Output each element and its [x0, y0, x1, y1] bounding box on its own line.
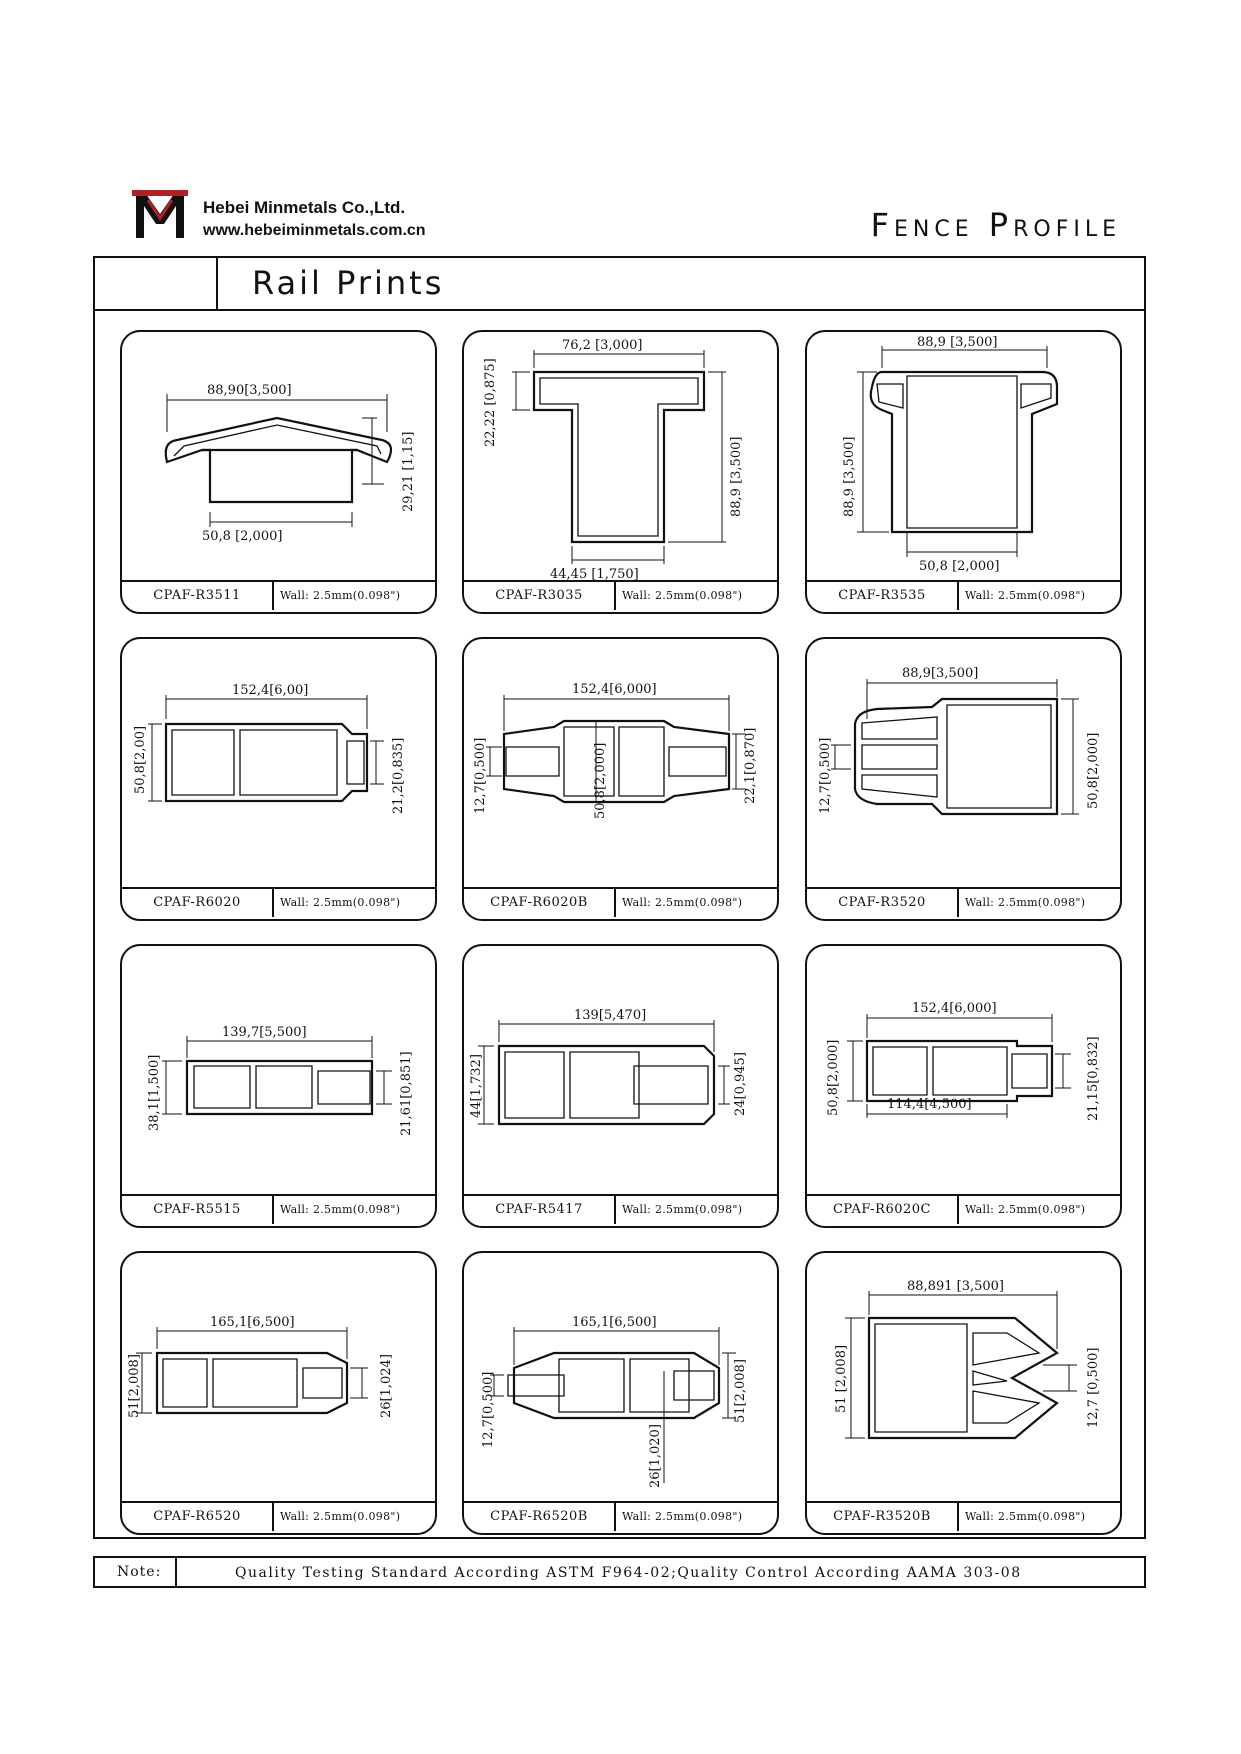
- dim-label: 12,7[0,500]: [481, 1371, 496, 1448]
- dim-label: 165,1[6,500]: [210, 1315, 295, 1330]
- dim-label: 165,1[6,500]: [572, 1315, 657, 1330]
- caption-divider: [957, 582, 959, 610]
- profile-card-r6020c: [805, 944, 1122, 1228]
- wall-thickness: Wall: 2.5mm(0.098"): [622, 1510, 743, 1523]
- wall-thickness: Wall: 2.5mm(0.098"): [965, 589, 1086, 602]
- profile-code: CPAF-R6020: [153, 895, 241, 910]
- dim-label: 152,4[6,000]: [912, 1001, 997, 1016]
- profile-drawing-r3535: [807, 332, 1120, 582]
- profile-code: CPAF-R6020B: [490, 895, 588, 910]
- dim-label: 50,8[2,00]: [133, 725, 148, 794]
- dim-label: 88,9 [3,500]: [917, 335, 998, 350]
- profile-drawing-r3520: [807, 639, 1120, 889]
- caption-divider: [957, 1503, 959, 1531]
- profile-code: CPAF-R3035: [495, 588, 583, 603]
- profile-card-r5515: [120, 944, 437, 1228]
- wall-thickness: Wall: 2.5mm(0.098"): [280, 1203, 401, 1216]
- profile-drawing-r6020c: [807, 946, 1120, 1196]
- caption-divider: [614, 1503, 616, 1531]
- profile-caption: [807, 1194, 1120, 1226]
- dim-label: 22,22 [0,875]: [483, 358, 498, 447]
- caption-divider: [957, 889, 959, 917]
- profile-drawing-r6020b: [464, 639, 777, 889]
- dim-label: 22,1[0,870]: [743, 727, 758, 804]
- dim-label: 24[0,945]: [733, 1052, 748, 1116]
- dim-label: 38,1[1,500]: [147, 1054, 162, 1131]
- dim-label: 29,21 [1,15]: [401, 431, 416, 512]
- wall-thickness: Wall: 2.5mm(0.098"): [622, 589, 743, 602]
- dim-label: 50,8 [2,000]: [919, 559, 1000, 574]
- profile-caption: [464, 580, 777, 612]
- wall-thickness: Wall: 2.5mm(0.098"): [622, 1203, 743, 1216]
- dim-label: 88,891 [3,500]: [907, 1279, 1004, 1294]
- dim-label: 44[1,732]: [469, 1054, 484, 1118]
- dim-label: 88,9[3,500]: [902, 666, 979, 681]
- profile-drawing-r6520: [122, 1253, 435, 1503]
- minmetals-logo-icon: [130, 188, 190, 240]
- dim-label: 88,90[3,500]: [207, 383, 292, 398]
- profile-drawing-r6520b: [464, 1253, 777, 1503]
- wall-thickness: Wall: 2.5mm(0.098"): [622, 896, 743, 909]
- profile-code: CPAF-R6020C: [832, 1202, 932, 1217]
- profile-caption: [807, 580, 1120, 612]
- wall-thickness: Wall: 2.5mm(0.098"): [280, 896, 401, 909]
- dim-label: 26[1,020]: [648, 1424, 663, 1488]
- dim-label: 12,7[0,500]: [473, 737, 488, 814]
- profile-card-r3535: [805, 330, 1122, 614]
- dim-label: 21,2[0,835]: [391, 737, 406, 814]
- profile-caption: [122, 580, 435, 612]
- dim-label: 50,8[2,000]: [826, 1039, 841, 1116]
- profile-caption: [122, 1194, 435, 1226]
- company-website[interactable]: www.hebeiminmetals.com.cn: [203, 222, 426, 239]
- dim-label: 26[1,024]: [379, 1354, 394, 1418]
- profile-caption: [464, 887, 777, 919]
- profile-code: CPAF-R5417: [495, 1202, 583, 1217]
- note-box: [93, 1556, 1146, 1588]
- section-title: Rail Prints: [252, 264, 445, 302]
- caption-divider: [272, 1503, 274, 1531]
- profile-caption: [807, 887, 1120, 919]
- dim-label: 51[2,008]: [127, 1354, 142, 1418]
- dim-label: 50,8 [2,000]: [202, 529, 283, 544]
- caption-divider: [614, 889, 616, 917]
- document-title: Fence Profile: [870, 206, 1121, 244]
- dim-label: 51 [2,008]: [834, 1344, 849, 1413]
- dim-label: 152,4[6,000]: [572, 682, 657, 697]
- profile-caption: [122, 1501, 435, 1533]
- profile-drawing-r3035: [464, 332, 777, 582]
- dim-label: 51[2,008]: [733, 1359, 748, 1423]
- profile-card-r6020: [120, 637, 437, 921]
- profile-caption: [464, 1501, 777, 1533]
- dim-label: 88,9 [3,500]: [729, 436, 744, 517]
- caption-divider: [614, 582, 616, 610]
- profile-code: CPAF-R3511: [153, 588, 241, 603]
- profile-caption: [464, 1194, 777, 1226]
- profile-card-r3511: [120, 330, 437, 614]
- profile-code: CPAF-R6520: [153, 1509, 241, 1524]
- dim-label: 12,7 [0,500]: [1086, 1347, 1101, 1428]
- note-divider: [175, 1558, 177, 1586]
- profile-caption: [122, 887, 435, 919]
- wall-thickness: Wall: 2.5mm(0.098"): [280, 1510, 401, 1523]
- profile-card-r6020b: [462, 637, 779, 921]
- company-name: Hebei Minmetals Co.,Ltd.: [203, 198, 406, 217]
- dim-label: 44,45 [1,750]: [550, 567, 639, 582]
- dim-label: 152,4[6,00]: [232, 683, 309, 698]
- dim-label: 21,15[0,832]: [1086, 1036, 1101, 1121]
- caption-divider: [957, 1196, 959, 1224]
- profile-card-r6520b: [462, 1251, 779, 1535]
- note-label: Note:: [117, 1564, 162, 1580]
- title-divider: [216, 258, 218, 309]
- dim-label: 50,8[2,000]: [1086, 732, 1101, 809]
- profile-code: CPAF-R5515: [153, 1202, 241, 1217]
- caption-divider: [272, 889, 274, 917]
- dim-label: 139,7[5,500]: [222, 1025, 307, 1040]
- profile-drawing-r6020: [122, 639, 435, 889]
- profile-card-r3520b: [805, 1251, 1122, 1535]
- dim-label: 12,7[0,500]: [818, 737, 833, 814]
- profile-drawing-r3520b: [807, 1253, 1120, 1503]
- profile-drawing-r5515: [122, 946, 435, 1196]
- dim-label: 50,8[2,000]: [593, 742, 608, 819]
- profile-caption: [807, 1501, 1120, 1533]
- dim-label: 139[5,470]: [574, 1008, 647, 1023]
- note-text: Quality Testing Standard According ASTM F964-02;Quality Control According AAMA 303-08: [235, 1565, 1022, 1581]
- profile-drawing-r5417: [464, 946, 777, 1196]
- profile-card-r3035: [462, 330, 779, 614]
- caption-divider: [272, 582, 274, 610]
- dim-label: 114,4[4,500]: [887, 1097, 972, 1112]
- profile-code: CPAF-R3535: [838, 588, 926, 603]
- profile-card-r3520: [805, 637, 1122, 921]
- wall-thickness: Wall: 2.5mm(0.098"): [965, 1510, 1086, 1523]
- profile-drawing-r3511: [122, 332, 435, 582]
- wall-thickness: Wall: 2.5mm(0.098"): [965, 1203, 1086, 1216]
- profile-card-r6520: [120, 1251, 437, 1535]
- caption-divider: [272, 1196, 274, 1224]
- profile-code: CPAF-R3520B: [833, 1509, 931, 1524]
- section-title-row: [95, 258, 1144, 311]
- caption-divider: [614, 1196, 616, 1224]
- dim-label: 21,61[0,851]: [399, 1051, 414, 1136]
- wall-thickness: Wall: 2.5mm(0.098"): [965, 896, 1086, 909]
- wall-thickness: Wall: 2.5mm(0.098"): [280, 589, 401, 602]
- dim-label: 88,9 [3,500]: [842, 436, 857, 517]
- profile-card-r5417: [462, 944, 779, 1228]
- profile-code: CPAF-R6520B: [490, 1509, 588, 1524]
- dim-label: 76,2 [3,000]: [562, 338, 643, 353]
- profile-code: CPAF-R3520: [838, 895, 926, 910]
